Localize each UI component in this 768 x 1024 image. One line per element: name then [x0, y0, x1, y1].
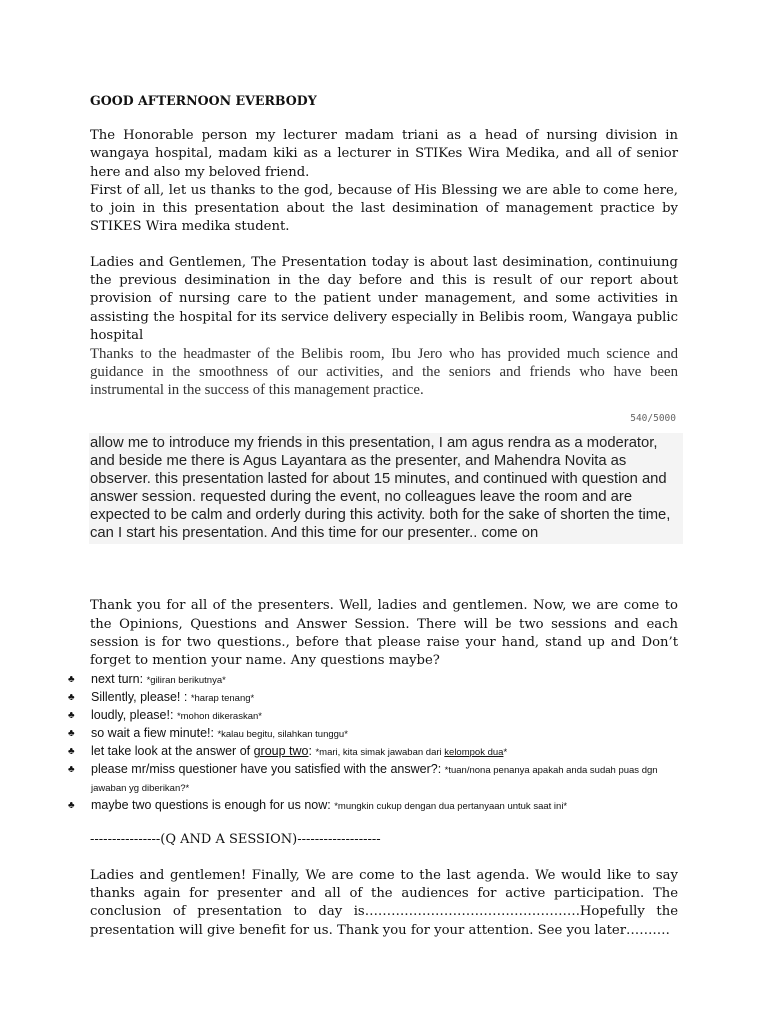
club-bullet-icon: ♣ — [68, 764, 75, 776]
club-bullet-icon: ♣ — [68, 728, 75, 740]
phrase-list — [68, 671, 678, 815]
document-heading: GOOD AFTERNOON EVERBODY — [90, 93, 317, 108]
club-bullet-icon: ♣ — [68, 692, 75, 704]
list-item: ♣ Sillently, please! : *harap tenang* — [68, 690, 255, 705]
list-item: ♣ loudly, please!: *mohon dikeraskan* — [68, 708, 262, 723]
character-counter: 540/5000 — [630, 413, 676, 425]
paragraph-presentation-topic: Ladies and Gentlemen, The Presentation today is about last desimination, continuiung the previous desimination in the day before and this is result of our report about provision of nursing care to the patient under management, and some activities in assisting the hospital for its service delivery especially in Belibis room, Wangaya public hospital — [90, 254, 678, 343]
list-item: ♣ please mr/miss questioner have you satisfied with the answer?: *tuan/nona penanya apakah anda sudah puas dgn jawaban yg diberikan?* — [68, 762, 658, 795]
club-bullet-icon: ♣ — [68, 674, 75, 686]
list-item: ♣ maybe two questions is enough for us now: *mungkin cukup dengan dua pertanyaan untuk saat ini* — [68, 798, 568, 813]
list-item: ♣ next turn: *giliran berikutnya* — [68, 672, 226, 687]
translation-text-box[interactable]: allow me to introduce my friends in this presentation, I am agus rendra as a moderator, and beside me there is Agus Layantara as the presenter, and Mahendra Novita as observer. this presentation lasted for about 15 minutes, and continued with question and answer session. requested during the event, no colleagues leave the room and are expected to be calm and orderly during this activity. both for the sake of shorten the time, can I start his presentation. And this time for our presenter.. come on — [89, 433, 683, 544]
list-item: ♣ let take look at the answer of group two: *mari, kita simak jawaban dari kelompok dua* — [68, 744, 508, 759]
paragraph-closing: Ladies and gentlemen! Finally, We are come to the last agenda. We would like to say thanks again for presenter and all of the audiences for active participation. The conclusion of presentation to day is………………………………………….Hopefully the presentation will give benefit for us. Thank you for your attention. See you later………. — [90, 867, 678, 938]
paragraph-greeting: The Honorable person my lecturer madam triani as a head of nursing division in wangaya hospital, madam kiki as a lecturer in STIKes Wira Medika, and all of senior here and also my beloved friend. — [90, 128, 678, 180]
list-item: ♣ so wait a fiew minute!: *kalau begitu, silahkan tunggu* — [68, 726, 348, 741]
club-bullet-icon: ♣ — [68, 746, 75, 758]
paragraph-thanks-headmaster: Thanks to the headmaster of the Belibis room, Ibu Jero who has provided much science and guidance in the smoothness of our activities, and the seniors and friends who have been instrumental in the success of this management practice. — [90, 346, 678, 399]
paragraph-qa-intro: Thank you for all of the presenters. Well, ladies and gentlemen. Now, we are come to the Opinions, Questions and Answer Session. There will be two sessions and each session is for two questions., before that please raise your hand, stand up and Don’t forget to mention your name. Any questions maybe? — [90, 598, 678, 669]
qa-session-divider: ----------------(Q AND A SESSION)------------------- — [90, 832, 381, 848]
club-bullet-icon: ♣ — [68, 710, 75, 722]
document-page — [68, 92, 678, 940]
club-bullet-icon: ♣ — [68, 800, 75, 812]
paragraph-thanks-god: First of all, let us thanks to the god, because of His Blessing we are able to come here, to join in this presentation about the last desimination of management practice by STIKES Wira medika student. — [90, 182, 678, 235]
